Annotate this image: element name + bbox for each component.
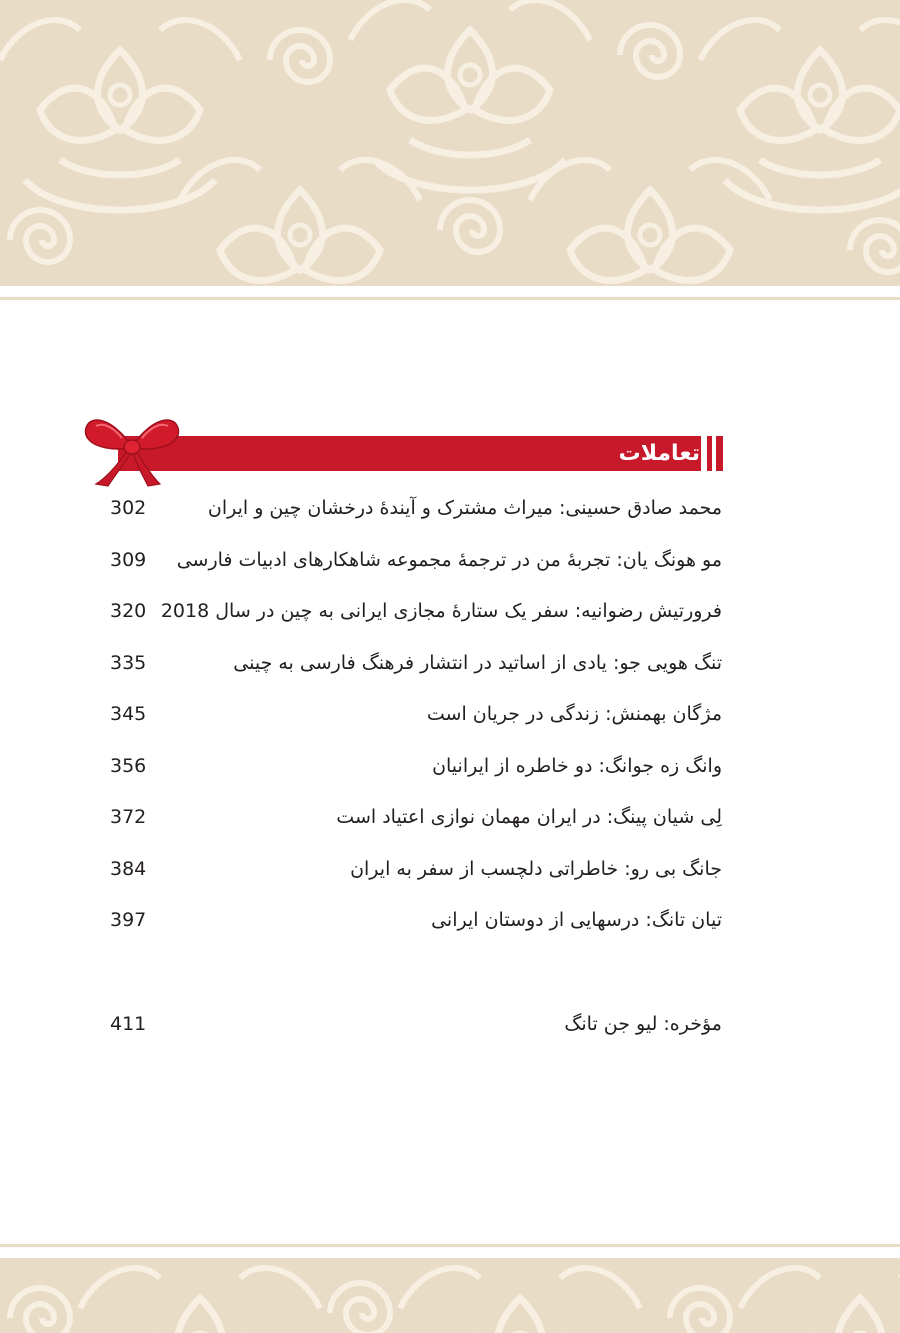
toc-entry-page: 335: [110, 652, 147, 674]
toc-entry-page: 397: [110, 909, 147, 931]
toc-afterword-entry[interactable]: [110, 1004, 722, 1044]
toc-entry-title: لِی شیان پینگ: در ایران مهمان نوازی اعتیاد است: [336, 806, 722, 828]
toc-entry-page: 372: [110, 806, 147, 828]
toc-entry-page: 320: [110, 600, 147, 622]
toc-entry[interactable]: [110, 746, 722, 786]
top-floral-band: [0, 0, 900, 286]
bottom-floral-band: [0, 1258, 900, 1333]
toc-entry-title: محمد صادق حسینی: میراث مشترک و آیندۀ درخشان چین و ایران: [207, 497, 722, 519]
toc-entry-title: جانگ بی رو: خاطراتی دلچسب از سفر به ایران: [350, 858, 722, 880]
toc-entry[interactable]: [110, 797, 722, 837]
toc-entry-title: مژگان بهمنش: زندگی در جریان است: [426, 703, 722, 725]
toc-entry-title: وانگ زه جوانگ: دو خاطره از ایرانیان: [432, 755, 722, 777]
toc-entry[interactable]: [110, 694, 722, 734]
bottom-divider: [0, 1244, 900, 1247]
toc-entry-page: 384: [110, 858, 147, 880]
toc-entry[interactable]: [110, 540, 722, 580]
floral-pattern-bottom: [0, 1258, 900, 1333]
toc-entry-title: فرورتیش رضوانیه: سفر یک ستارۀ مجازی ایرانی به چین در سال 2018: [160, 600, 722, 622]
toc-entry[interactable]: [110, 849, 722, 889]
toc-entry-page: 345: [110, 703, 147, 725]
toc-entry[interactable]: [110, 591, 722, 631]
toc-entry[interactable]: [110, 488, 722, 528]
toc-entry-page: 302: [110, 497, 147, 519]
floral-pattern-top: [0, 0, 900, 286]
toc-entry-page: 309: [110, 549, 147, 571]
section-title: تعاملات: [618, 441, 700, 466]
toc-entry[interactable]: [110, 900, 722, 940]
red-gift-bow-icon: [82, 408, 182, 490]
toc-entry[interactable]: [110, 643, 722, 683]
toc-entry-title: تیان تانگ: درسهایی از دوستان ایرانی: [431, 909, 722, 931]
section-header-accent: [716, 436, 723, 471]
toc-entry-page: 356: [110, 755, 147, 777]
section-header-bar: [118, 436, 701, 471]
toc-entry-page: 411: [110, 1013, 147, 1035]
section-header-accent: [707, 436, 712, 471]
toc-entry-title: مو هونگ یان: تجربۀ من در ترجمۀ مجموعه شاهکارهای ادبیات فارسی: [176, 549, 722, 571]
toc-entry-title: تنگ هویی جو: یادی از اساتید در انتشار فرهنگ فارسی به چینی: [233, 652, 722, 674]
top-divider: [0, 297, 900, 300]
toc-entry-title: مؤخره: لیو جن تانگ: [564, 1013, 722, 1035]
